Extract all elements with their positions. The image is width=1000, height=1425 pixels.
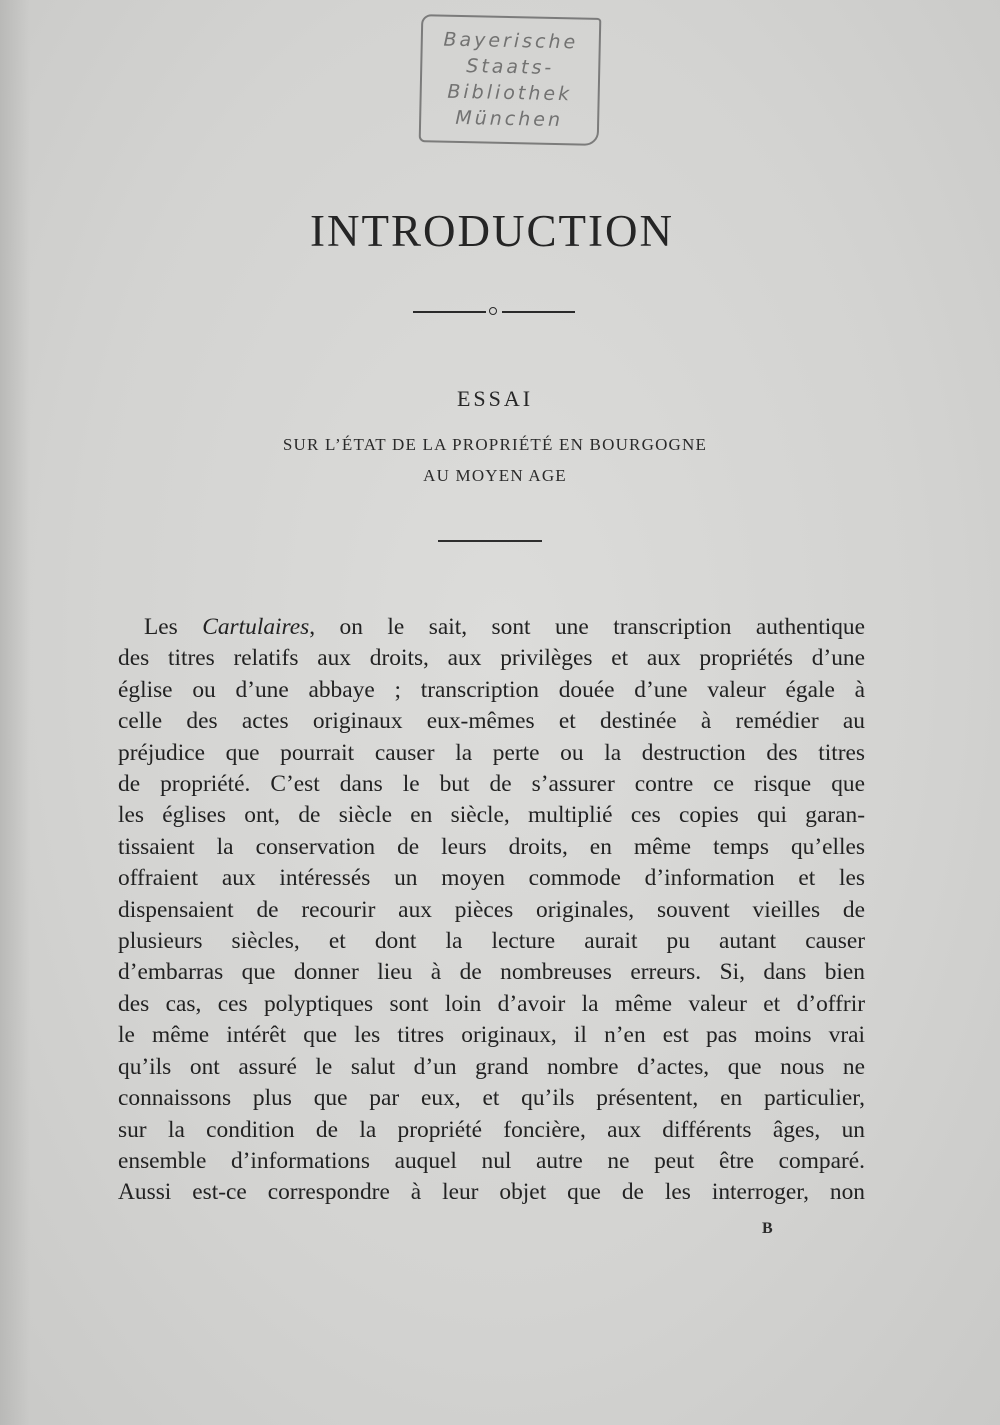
ornament-bar-left xyxy=(413,311,486,313)
section-rule xyxy=(438,540,542,542)
text-line: dispensaient de recourir aux pièces originales, souvent vieilles de xyxy=(118,896,865,923)
text-line: connaissons plus que par eux, et qu’ils présentent, en particulier, xyxy=(118,1085,865,1112)
ornament-bar-right xyxy=(502,311,575,313)
chapter-title: INTRODUCTION xyxy=(310,206,674,256)
stamp-line: Staats- xyxy=(466,55,555,79)
essay-subtitle-line-1: SUR L’ÉTAT DE LA PROPRIÉTÉ EN BOURGOGNE xyxy=(282,435,708,454)
title-ornament xyxy=(413,306,575,318)
text-run: Les xyxy=(144,614,203,640)
text-line: les églises ont, de siècle en siècle, multiplié ces copies qui garan- xyxy=(118,802,865,829)
text-run: , on le sait, sont une transcription authentique xyxy=(309,614,865,640)
text-line: plusieurs siècles, et dont la lecture aurait pu autant causer xyxy=(118,928,865,955)
text-line: église ou d’une abbaye ; transcription douée d’une valeur égale à xyxy=(118,676,865,703)
text-line: le même intérêt que les titres originaux, il n’en est pas moins vrai xyxy=(118,1022,865,1049)
text-line: d’embarras que donner lieu à de nombreuses erreurs. Si, dans bien xyxy=(118,959,865,986)
text-line: qu’ils ont assuré le salut d’un grand nombre d’actes, que nous ne xyxy=(118,1053,865,1080)
stamp-line: München xyxy=(455,106,564,132)
text-line: des cas, ces polyptiques sont loin d’avoir la même valeur et d’offrir xyxy=(118,990,865,1017)
essay-title: ESSAI xyxy=(456,386,534,411)
text-line: offraient aux intéressés un moyen commode d’information et les xyxy=(118,865,865,892)
text-line: préjudice que pourrait causer la perte ou la destruction des titres xyxy=(118,739,865,766)
library-stamp xyxy=(419,14,602,146)
stamp-line: Bayerische xyxy=(443,28,579,54)
text-line xyxy=(118,612,865,643)
text-line: celle des actes originaux eux-mêmes et destinée à remédier au xyxy=(118,708,865,735)
signature-mark: B xyxy=(762,1220,773,1237)
text-line: Aussi est-ce correspondre à leur objet que de les interroger, non xyxy=(118,1179,865,1206)
emphasis-text: Cartulaires xyxy=(202,614,310,640)
text-line: de propriété. C’est dans le but de s’assurer contre ce risque que xyxy=(118,771,865,798)
text-line: sur la condition de la propriété foncière, aux différents âges, un xyxy=(118,1116,865,1143)
essay-subtitle-line-2: AU MOYEN AGE xyxy=(423,466,567,485)
ornament-dot-icon xyxy=(489,307,497,315)
stamp-line: Bibliothek xyxy=(447,80,573,106)
text-line: tissaient la conservation de leurs droits, en même temps qu’elles xyxy=(118,833,865,860)
text-line: des titres relatifs aux droits, aux privilèges et aux propriétés d’une xyxy=(118,645,865,672)
body-paragraph xyxy=(118,612,865,1209)
text-line: ensemble d’informations auquel nul autre ne peut être comparé. xyxy=(118,1147,865,1174)
